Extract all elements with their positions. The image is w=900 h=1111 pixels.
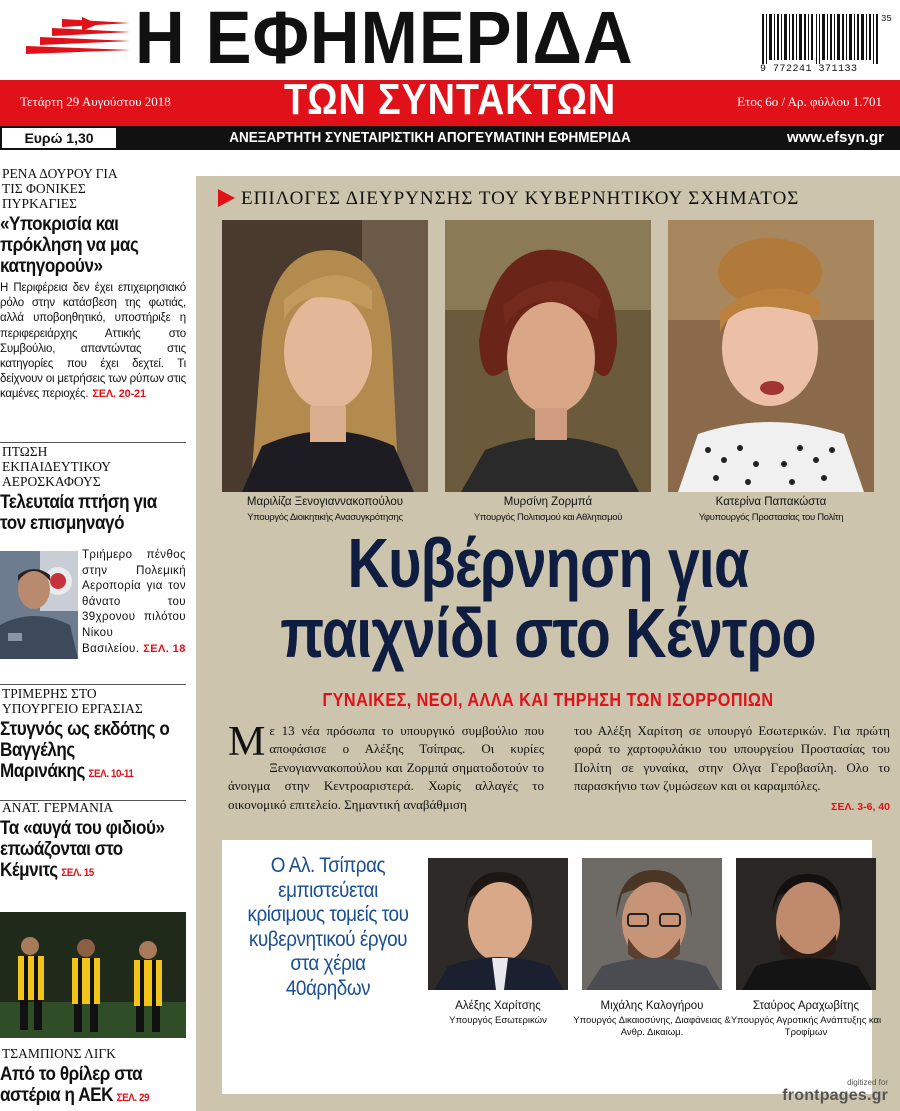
story-body: Η Περιφέρεια δεν έχει επιχειρησιακό ρόλο στην κατάσβεση της φωτιάς, αλλά υποβοηθητικό, υποστήριξε η περιφερειάρχης Αττικής στο Συμβούλιο, απαντώντας στις κατηγορίες που έχει δεχτεί. Τι δείχνουν οι μετρήσεις των ρύπων στις καμένες περιοχές. ΣΕΛ. 20-21 bbox=[0, 282, 186, 401]
page-reference: ΣΕΛ. 20-21 bbox=[92, 388, 146, 401]
kicker: ΡΕΝΑ ΔΟΥΡΟΥ ΓΙΑ ΤΙΣ ΦΟΝΙΚΕΣ ΠΥΡΚΑΓΙΕΣ bbox=[2, 166, 117, 211]
minister-name: Μιχάλης Καλογήρου bbox=[600, 1000, 704, 1012]
portrait-role: Υπουργός Διοικητικής Ανασυγκρότησης bbox=[247, 512, 403, 523]
left-story-aek[interactable] bbox=[0, 1046, 186, 1109]
kicker: ΤΣΑΜΠΙΟΝΣ ΛΙΓΚ bbox=[2, 1046, 116, 1061]
story-body: Τριήμερο πένθος στην Πολεμική Αεροπορία για τον θάνατο του 39χρονου πιλότου Νίκου Βασιλείου. ΣΕΛ. 18 bbox=[82, 549, 186, 655]
minister-name: Σταύρος Αραχωβίτης bbox=[752, 1000, 860, 1012]
portrait-photo bbox=[668, 220, 874, 492]
issue-date: Τετάρτη 29 Αυγούστου 2018 bbox=[20, 94, 171, 109]
newspaper-subtitle: ΤΩΝ ΣΥΝΤΑΚΤΩΝ bbox=[283, 75, 617, 124]
page-reference: ΣΕΛ. 15 bbox=[61, 867, 94, 879]
main-headline-line-1: Κυβέρνηση για bbox=[347, 524, 749, 602]
divider bbox=[0, 684, 186, 685]
minister-photo bbox=[428, 858, 568, 990]
page-reference: ΣΕΛ. 18 bbox=[143, 642, 186, 655]
photo-arachovitis bbox=[736, 858, 876, 990]
portrait-role: Υπουργός Πολιτισμού και Αθλητισμού bbox=[473, 512, 623, 523]
pilot-photo bbox=[0, 551, 78, 659]
left-column bbox=[0, 166, 186, 1111]
dropcap: Μ bbox=[228, 719, 266, 765]
minister-photo bbox=[736, 858, 876, 990]
barcode-icon bbox=[760, 14, 880, 64]
kicker: ΤΡΙΜΕΡΗΣ ΣΤΟ ΥΠΟΥΡΓΕΙΟ ΕΡΓΑΣΙΑΣ bbox=[2, 686, 143, 716]
portrait-role: Υφυπουργός Προστασίας του Πολίτη bbox=[698, 512, 844, 523]
story-headline: Τελευταία πτήση για τον επισμηναγό bbox=[0, 492, 157, 534]
minister-name: Αλέξης Χαρίτσης bbox=[455, 1000, 541, 1012]
page-reference: ΣΕΛ. 3-6, 40 bbox=[831, 800, 890, 813]
tagline: ΑΝΕΞΑΡΤΗΤΗ ΣΥΝΕΤΑΙΡΙΣΤΙΚΗ ΑΠΟΓΕΥΜΑΤΙΝΗ ΕΦΗΜΕΡΙΔΑ bbox=[229, 129, 631, 146]
main-story-area bbox=[196, 176, 900, 1111]
portrait-papakosta bbox=[668, 220, 874, 492]
photo-charitsis bbox=[428, 858, 568, 990]
pen-nibs-logo-icon bbox=[22, 16, 130, 56]
newspaper-title: Η ΕΦΗΜΕΡΙΔΑ bbox=[135, 0, 634, 79]
portrait-zormpa bbox=[445, 220, 651, 492]
main-headline-line-2: παιχνίδι στο Κέντρο bbox=[280, 594, 816, 672]
story-headline: «Υποκρισία και πρόκληση να μας κατηγορούν» bbox=[0, 214, 139, 277]
left-story-chemnitz[interactable] bbox=[0, 800, 186, 884]
credit-site: frontpages.gr bbox=[782, 1087, 888, 1104]
barcode-issue-number: 35 bbox=[881, 14, 892, 24]
barcode bbox=[760, 14, 896, 78]
barcode-digits: 9 772241 371133 bbox=[760, 64, 858, 75]
left-story-fires[interactable] bbox=[0, 166, 186, 403]
portrait-name: Κατερίνα Παπακώστα bbox=[715, 496, 827, 508]
page-reference: ΣΕΛ. 29 bbox=[116, 1092, 150, 1104]
story-headline: Στυγνός ως εκδότης ο Βαγγέλης Μαρινάκης ΣΕΛ. 10-11 bbox=[0, 719, 170, 782]
left-story-plane[interactable] bbox=[0, 444, 186, 534]
minister-photo bbox=[582, 858, 722, 990]
portrait-photo bbox=[222, 220, 428, 492]
minister-role: Υπουργός Εσωτερικών bbox=[449, 1015, 547, 1026]
story-headline: Τα «αυγά του φιδιού» επωάζονται στο Κέμνιτς ΣΕΛ. 15 bbox=[0, 818, 165, 881]
arrow-icon bbox=[218, 189, 235, 207]
story-headline: Από το θρίλερ στα αστέρια η ΑΕΚ ΣΕΛ. 29 bbox=[0, 1064, 150, 1106]
main-headline bbox=[259, 524, 836, 672]
portrait-photo bbox=[445, 220, 651, 492]
box-text: Ο Αλ. Τσίπρας εμπιστεύεται κρίσιμους τομείς του κυβερνητικού έργου στα χέρια 40άρηδων bbox=[247, 854, 409, 1000]
main-subheadline: ΓΥΝΑΙΚΕΣ, ΝΕΟΙ, ΑΛΛΑ ΚΑΙ ΤΗΡΗΣΗ ΤΩΝ ΙΣΟΡΡΟΠΙΩΝ bbox=[322, 690, 774, 710]
digitized-credit bbox=[782, 1078, 888, 1105]
body-column-left: Με 13 νέα πρόσωπα το υπουργικό συμβούλιο που αποφάσισε ο Αλέξης Τσίπρας. Οι κυρίες Ξενογιαννακοπούλου και Ζορμπά σηματοδοτούν το άνοιγμα στην Κεντροαριστερά. Χωρίς αλλαγές το οικονομικό επιτελείο. Σημαντική αναβάθμιση bbox=[228, 719, 544, 812]
portrait-name: Μαριλίζα Ξενογιαννακοπούλου bbox=[246, 496, 404, 508]
football-players-photo bbox=[0, 912, 186, 1038]
left-story-marinakis[interactable] bbox=[0, 686, 186, 785]
credit-small: digitized for bbox=[847, 1078, 888, 1087]
kicker: ΑΝΑΤ. ΓΕΡΜΑΝΙΑ bbox=[2, 800, 114, 815]
photo-kalogirou bbox=[582, 858, 722, 990]
portrait-name: Μυρσίνη Ζορμπά bbox=[503, 496, 593, 508]
section-heading: ΕΠΙΛΟΓΕΣ ΔΙΕΥΡΥΝΣΗΣ ΤΟΥ ΚΥΒΕΡΝΗΤΙΚΟΥ ΣΧΗΜΑΤΟΣ bbox=[218, 188, 799, 210]
minister-role: Υπουργός Αγροτικής Ανάπτυξης και Τροφίμων bbox=[730, 1015, 882, 1038]
minister-role: Υπουργός Δικαιοσύνης, Διαφάνειας & Ανθρ. Δικαιωμ. bbox=[573, 1015, 731, 1038]
price-label: Ευρώ 1,30 bbox=[0, 126, 118, 150]
body-column-right: του Αλέξη Χαρίτση σε υπουργό Εσωτερικών. Για πρώτη φορά το χαρτοφυλάκιο του υπουργείου Προστασίας του Πολίτη σε γυναίκα, στην Ολγα Γεροβασίλη. Ολο το παρασκήνιο των ζυμώσεων και οι καραμπόλες. ΣΕΛ. 3-6, 40 bbox=[574, 722, 890, 816]
issue-number: Ετος 6ο / Αρ. φύλλου 1.701 bbox=[737, 94, 882, 109]
kicker: ΠΤΩΣΗ ΕΚΠΑΙΔΕΥΤΙΚΟΥ ΑΕΡΟΣΚΑΦΟΥΣ bbox=[2, 444, 111, 489]
divider bbox=[0, 442, 186, 443]
ministers-box bbox=[222, 840, 882, 1094]
page-reference: ΣΕΛ. 10-11 bbox=[88, 768, 134, 780]
masthead bbox=[0, 0, 900, 80]
portrait-xenogiannakopoulou bbox=[222, 220, 428, 492]
website-link[interactable]: www.efsyn.gr bbox=[787, 129, 884, 146]
